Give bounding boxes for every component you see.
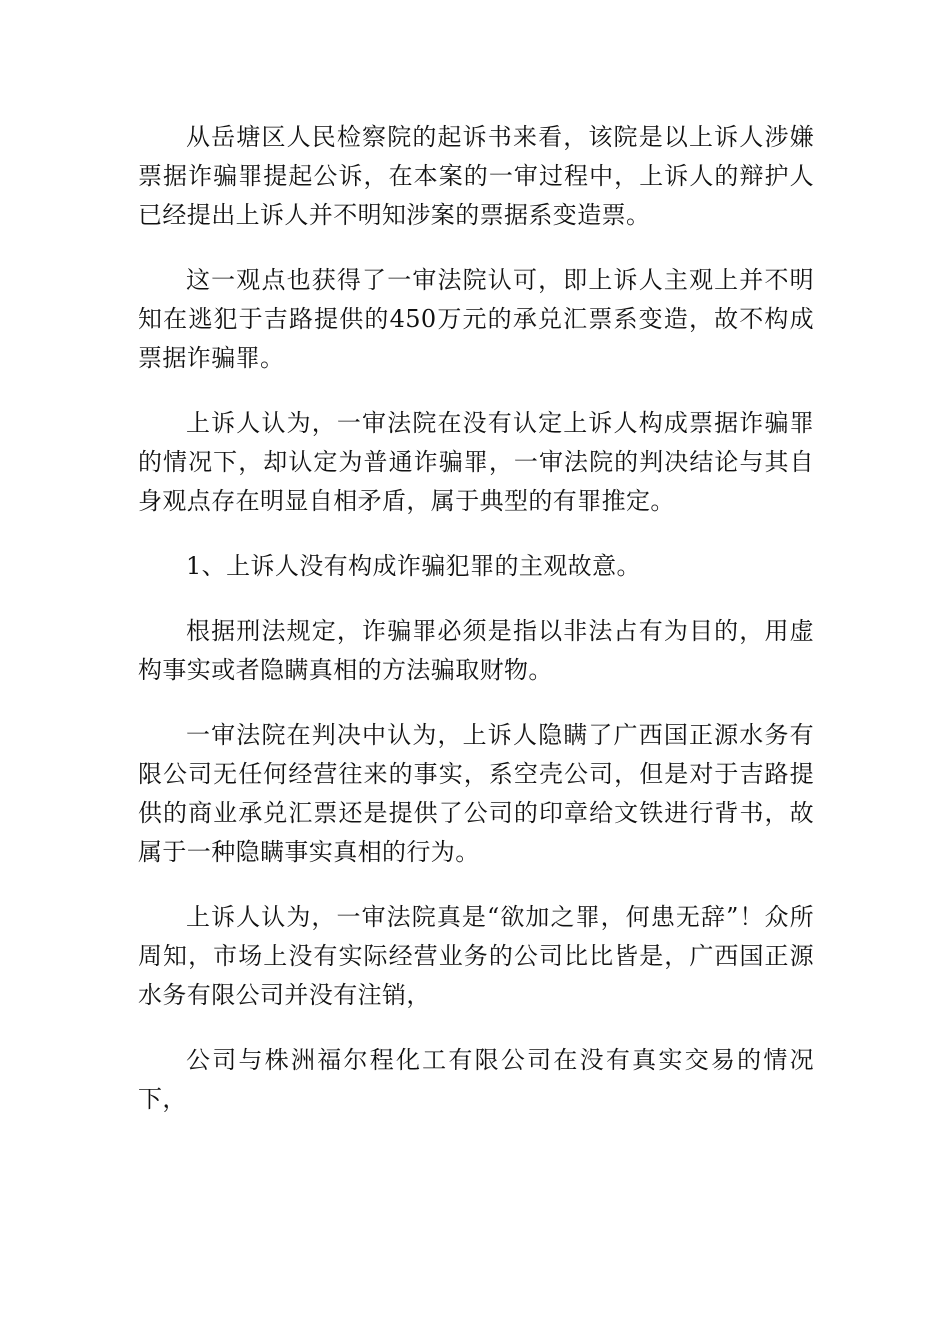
paragraph: 上诉人认为，一审法院真是“欲加之罪，何患无辞”！众所周知，市场上没有实际经营业务的公司比比皆是，广西国正源水务有限公司并没有注销， <box>138 903 814 1009</box>
paragraph: 从岳塘区人民检察院的起诉书来看，该院是以上诉人涉嫌票据诈骗罪提起公诉，在本案的一审过程中，上诉人的辩护人已经提出上诉人并不明知涉案的票据系变造票。 <box>138 123 814 229</box>
paragraph: 1、上诉人没有构成诈骗犯罪的主观故意。 <box>186 552 641 580</box>
document-body <box>138 118 814 1145</box>
paragraph: 这一观点也获得了一审法院认可，即上诉人主观上并不明知在逃犯于吉路提供的450万元的承兑汇票系变造，故不构成票据诈骗罪。 <box>138 266 814 372</box>
paragraph: 公司与株洲福尔程化工有限公司在没有真实交易的情况下， <box>138 1046 814 1113</box>
paragraph: 根据刑法规定，诈骗罪必须是指以非法占有为目的，用虚构事实或者隐瞒真相的方法骗取财物。 <box>138 617 814 684</box>
paragraph: 一审法院在判决中认为，上诉人隐瞒了广西国正源水务有限公司无任何经营往来的事实，系空壳公司，但是对于吉路提供的商业承兑汇票还是提供了公司的印章给文铁进行背书，故属于一种隐瞒事实真相的行为。 <box>138 721 814 866</box>
paragraph: 上诉人认为，一审法院在没有认定上诉人构成票据诈骗罪的情况下，却认定为普通诈骗罪，一审法院的判决结论与其自身观点存在明显自相矛盾，属于典型的有罪推定。 <box>138 409 814 515</box>
